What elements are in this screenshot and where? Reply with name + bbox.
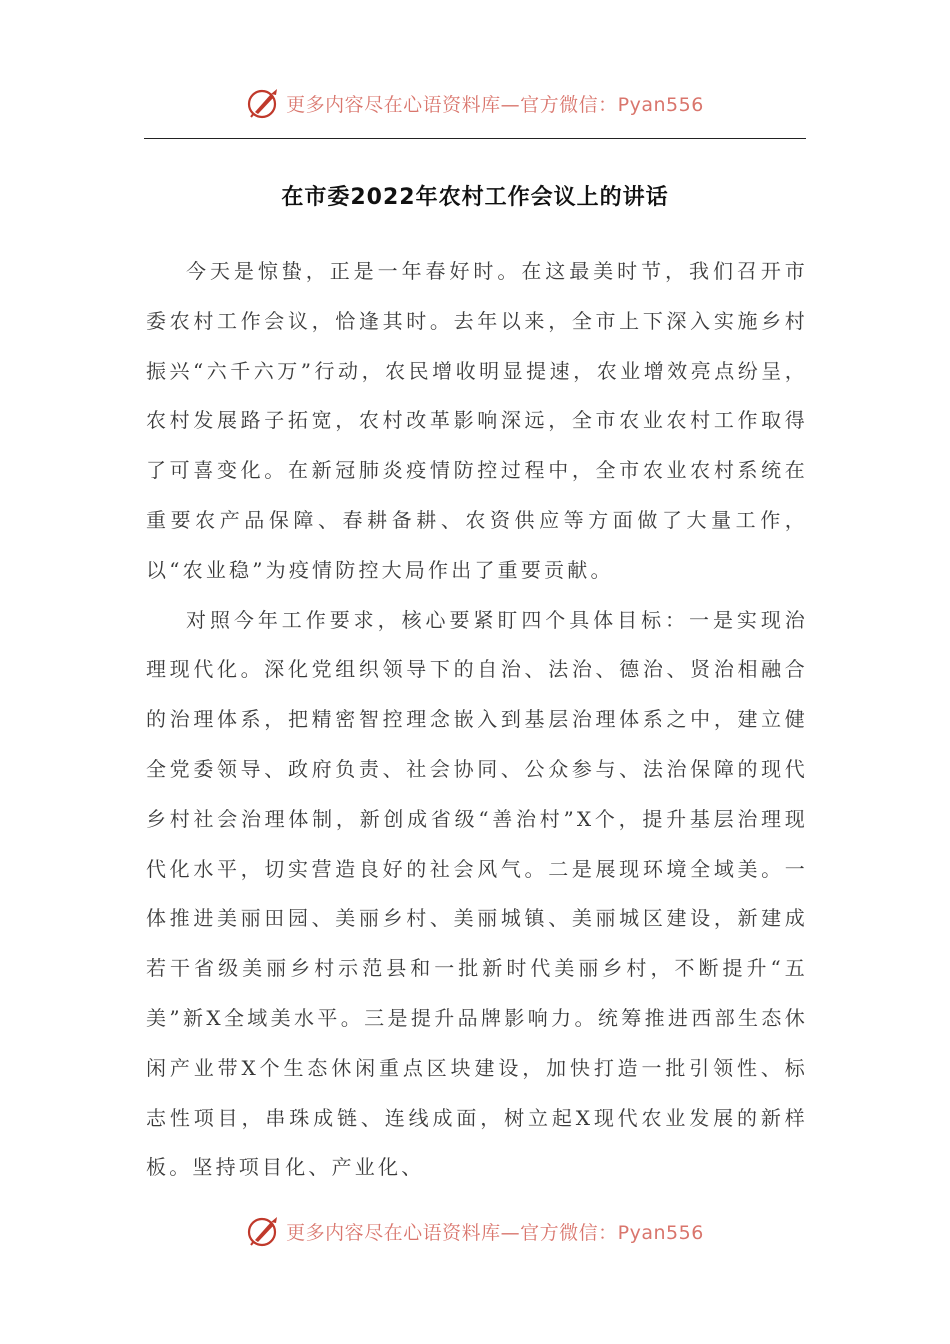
- quill-pen-logo-icon: [246, 1214, 280, 1248]
- document-title: 在市委2022年农村工作会议上的讲话: [281, 185, 669, 210]
- footer-banner: [0, 1211, 950, 1251]
- paragraph: 今天是惊蛰，正是一年春好时。在这最美时节，我们召开市委农村工作会议，恰逢其时。去年以来，全市上下深入实施乡村振兴“六千六万”行动，农民增收明显提速，农业增效亮点纷呈，农村发展路子拓宽，农村改革影响深远，全市农业农村工作取得了可喜变化。在新冠肺炎疫情防控过程中，全市农业农村系统在重要农产品保障、春耕备耕、农资供应等方面做了大量工作，以“农业稳”为疫情防控大局作出了重要贡献。: [146, 259, 808, 582]
- header-divider: [144, 138, 806, 139]
- header-banner: [0, 83, 950, 123]
- quill-pen-logo-icon: [246, 86, 280, 120]
- footer-banner-text: 更多内容尽在心语资料库—官方微信：Pyan556: [286, 1221, 704, 1244]
- paragraph: 对照今年工作要求，核心要紧盯四个具体目标：一是实现治理现代化。深化党组织领导下的自治、法治、德治、贤治相融合的治理体系，把精密智控理念嵌入到基层治理体系之中，建立健全党委领导、政府负责、社会协同、公众参与、法治保障的现代乡村社会治理体制，新创成省级“善治村”X个，提升基层治理现代化水平，切实营造良好的社会风气。二是展现环境全域美。一体推进美丽田园、美丽乡村、美丽城镇、美丽城区建设，新建成若干省级美丽乡村示范县和一批新时代美丽乡村，不断提升“五美”新X全域美水平。三是提升品牌影响力。统筹推进西部生态休闲产业带X个生态休闲重点区块建设，加快打造一批引领性、标志性项目，串珠成链、连线成面，树立起X现代农业发展的新样板。坚持项目化、产业化、: [146, 607, 808, 1180]
- header-banner-text: 更多内容尽在心语资料库—官方微信：Pyan556: [286, 93, 704, 116]
- document-body: [146, 247, 808, 1193]
